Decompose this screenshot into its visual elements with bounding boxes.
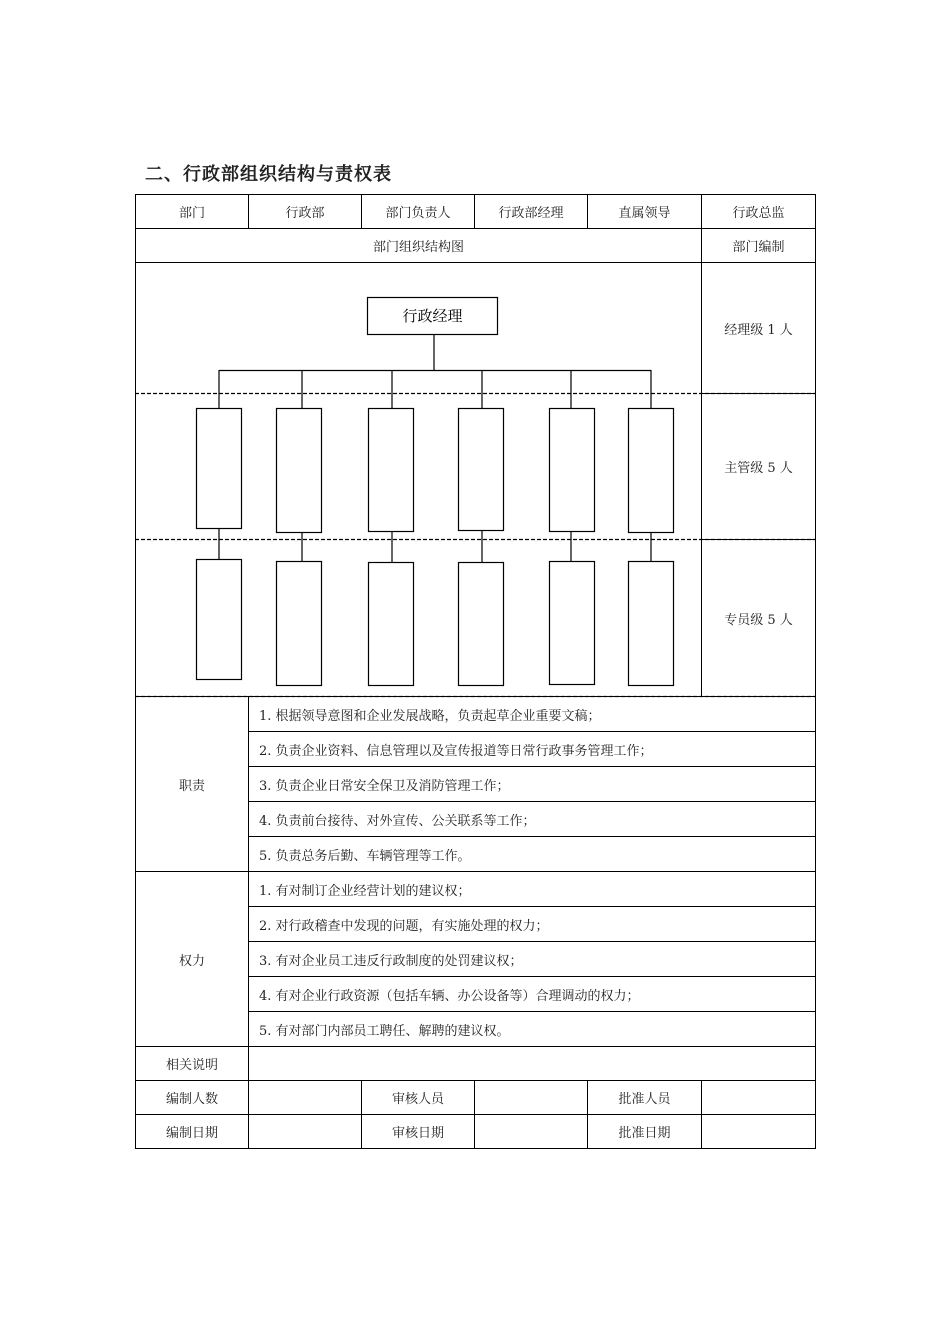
approve-date-value[interactable] (702, 1115, 815, 1148)
duty-item: 1. 根据领导意图和企业发展战略，负责起草企业重要文稿； (259, 708, 601, 724)
level-manager: 经理级 1 人 (724, 322, 793, 338)
duty-item: 2. 负责企业资料、信息管理以及宣传报道等日常行政事务管理工作； (259, 743, 653, 759)
specialist-box (629, 562, 674, 686)
power-item: 2. 对行政稽查中发现的问题，有实施处理的权力； (259, 918, 549, 934)
approve-date-label: 批准日期 (618, 1126, 671, 1141)
supervisor-box (550, 409, 595, 532)
duty-item: 3. 负责企业日常安全保卫及消防管理工作； (259, 778, 510, 794)
level-supervisor: 主管级 5 人 (724, 461, 793, 476)
duty-item: 4. 负责前台接待、对外宣传、公关联系等工作； (259, 813, 536, 829)
direct-leader-label: 直属领导 (618, 206, 671, 221)
org-chart-title: 部门组织结构图 (372, 240, 464, 255)
notes-label: 相关说明 (165, 1058, 218, 1073)
supervisor-box (459, 409, 504, 531)
duties-label: 职责 (178, 778, 205, 794)
supervisor-box (369, 409, 414, 532)
specialist-box (459, 563, 504, 686)
page-heading: 二、行政部组织结构与责权表 (145, 164, 392, 185)
dept-head-label: 部门负责人 (385, 206, 451, 221)
power-item: 1. 有对制订企业经营计划的建议权； (259, 883, 471, 899)
supervisor-box (277, 409, 322, 533)
dept-label: 部门 (178, 206, 205, 221)
level-specialist: 专员级 5 人 (724, 612, 793, 628)
supervisor-box (197, 409, 242, 529)
notes-value[interactable] (249, 1047, 815, 1080)
reviewer-label: 审核人员 (391, 1092, 444, 1107)
direct-leader-value: 行政总监 (732, 206, 785, 221)
review-date-label: 审核日期 (391, 1126, 444, 1141)
approver-label: 批准人员 (618, 1092, 671, 1107)
supervisor-box (629, 409, 674, 533)
approver-value[interactable] (702, 1081, 815, 1114)
powers-label: 权力 (178, 953, 205, 969)
reviewer-value[interactable] (475, 1081, 587, 1114)
dept-head-value: 行政部经理 (498, 206, 564, 221)
dept-value: 行政部 (285, 206, 325, 221)
duty-item: 5. 负责总务后勤、车辆管理等工作。 (259, 848, 471, 864)
staff-count-value[interactable] (249, 1081, 361, 1114)
specialist-box (369, 563, 414, 686)
power-item: 5. 有对部门内部员工聘任、解聘的建议权。 (259, 1023, 510, 1039)
specialist-box (197, 560, 242, 680)
power-item: 3. 有对企业员工违反行政制度的处罚建议权； (259, 953, 523, 969)
review-date-value[interactable] (475, 1115, 587, 1148)
top-manager-label: 行政经理 (402, 307, 463, 325)
staff-count-label: 编制人数 (165, 1092, 218, 1107)
power-item: 4. 有对企业行政资源（包括车辆、办公设备等）合理调动的权力； (259, 988, 640, 1004)
specialist-box (550, 562, 595, 685)
staffing-title: 部门编制 (732, 240, 785, 255)
specialist-box (277, 562, 322, 686)
compile-date-value[interactable] (249, 1115, 361, 1148)
compile-date-label: 编制日期 (165, 1126, 218, 1141)
